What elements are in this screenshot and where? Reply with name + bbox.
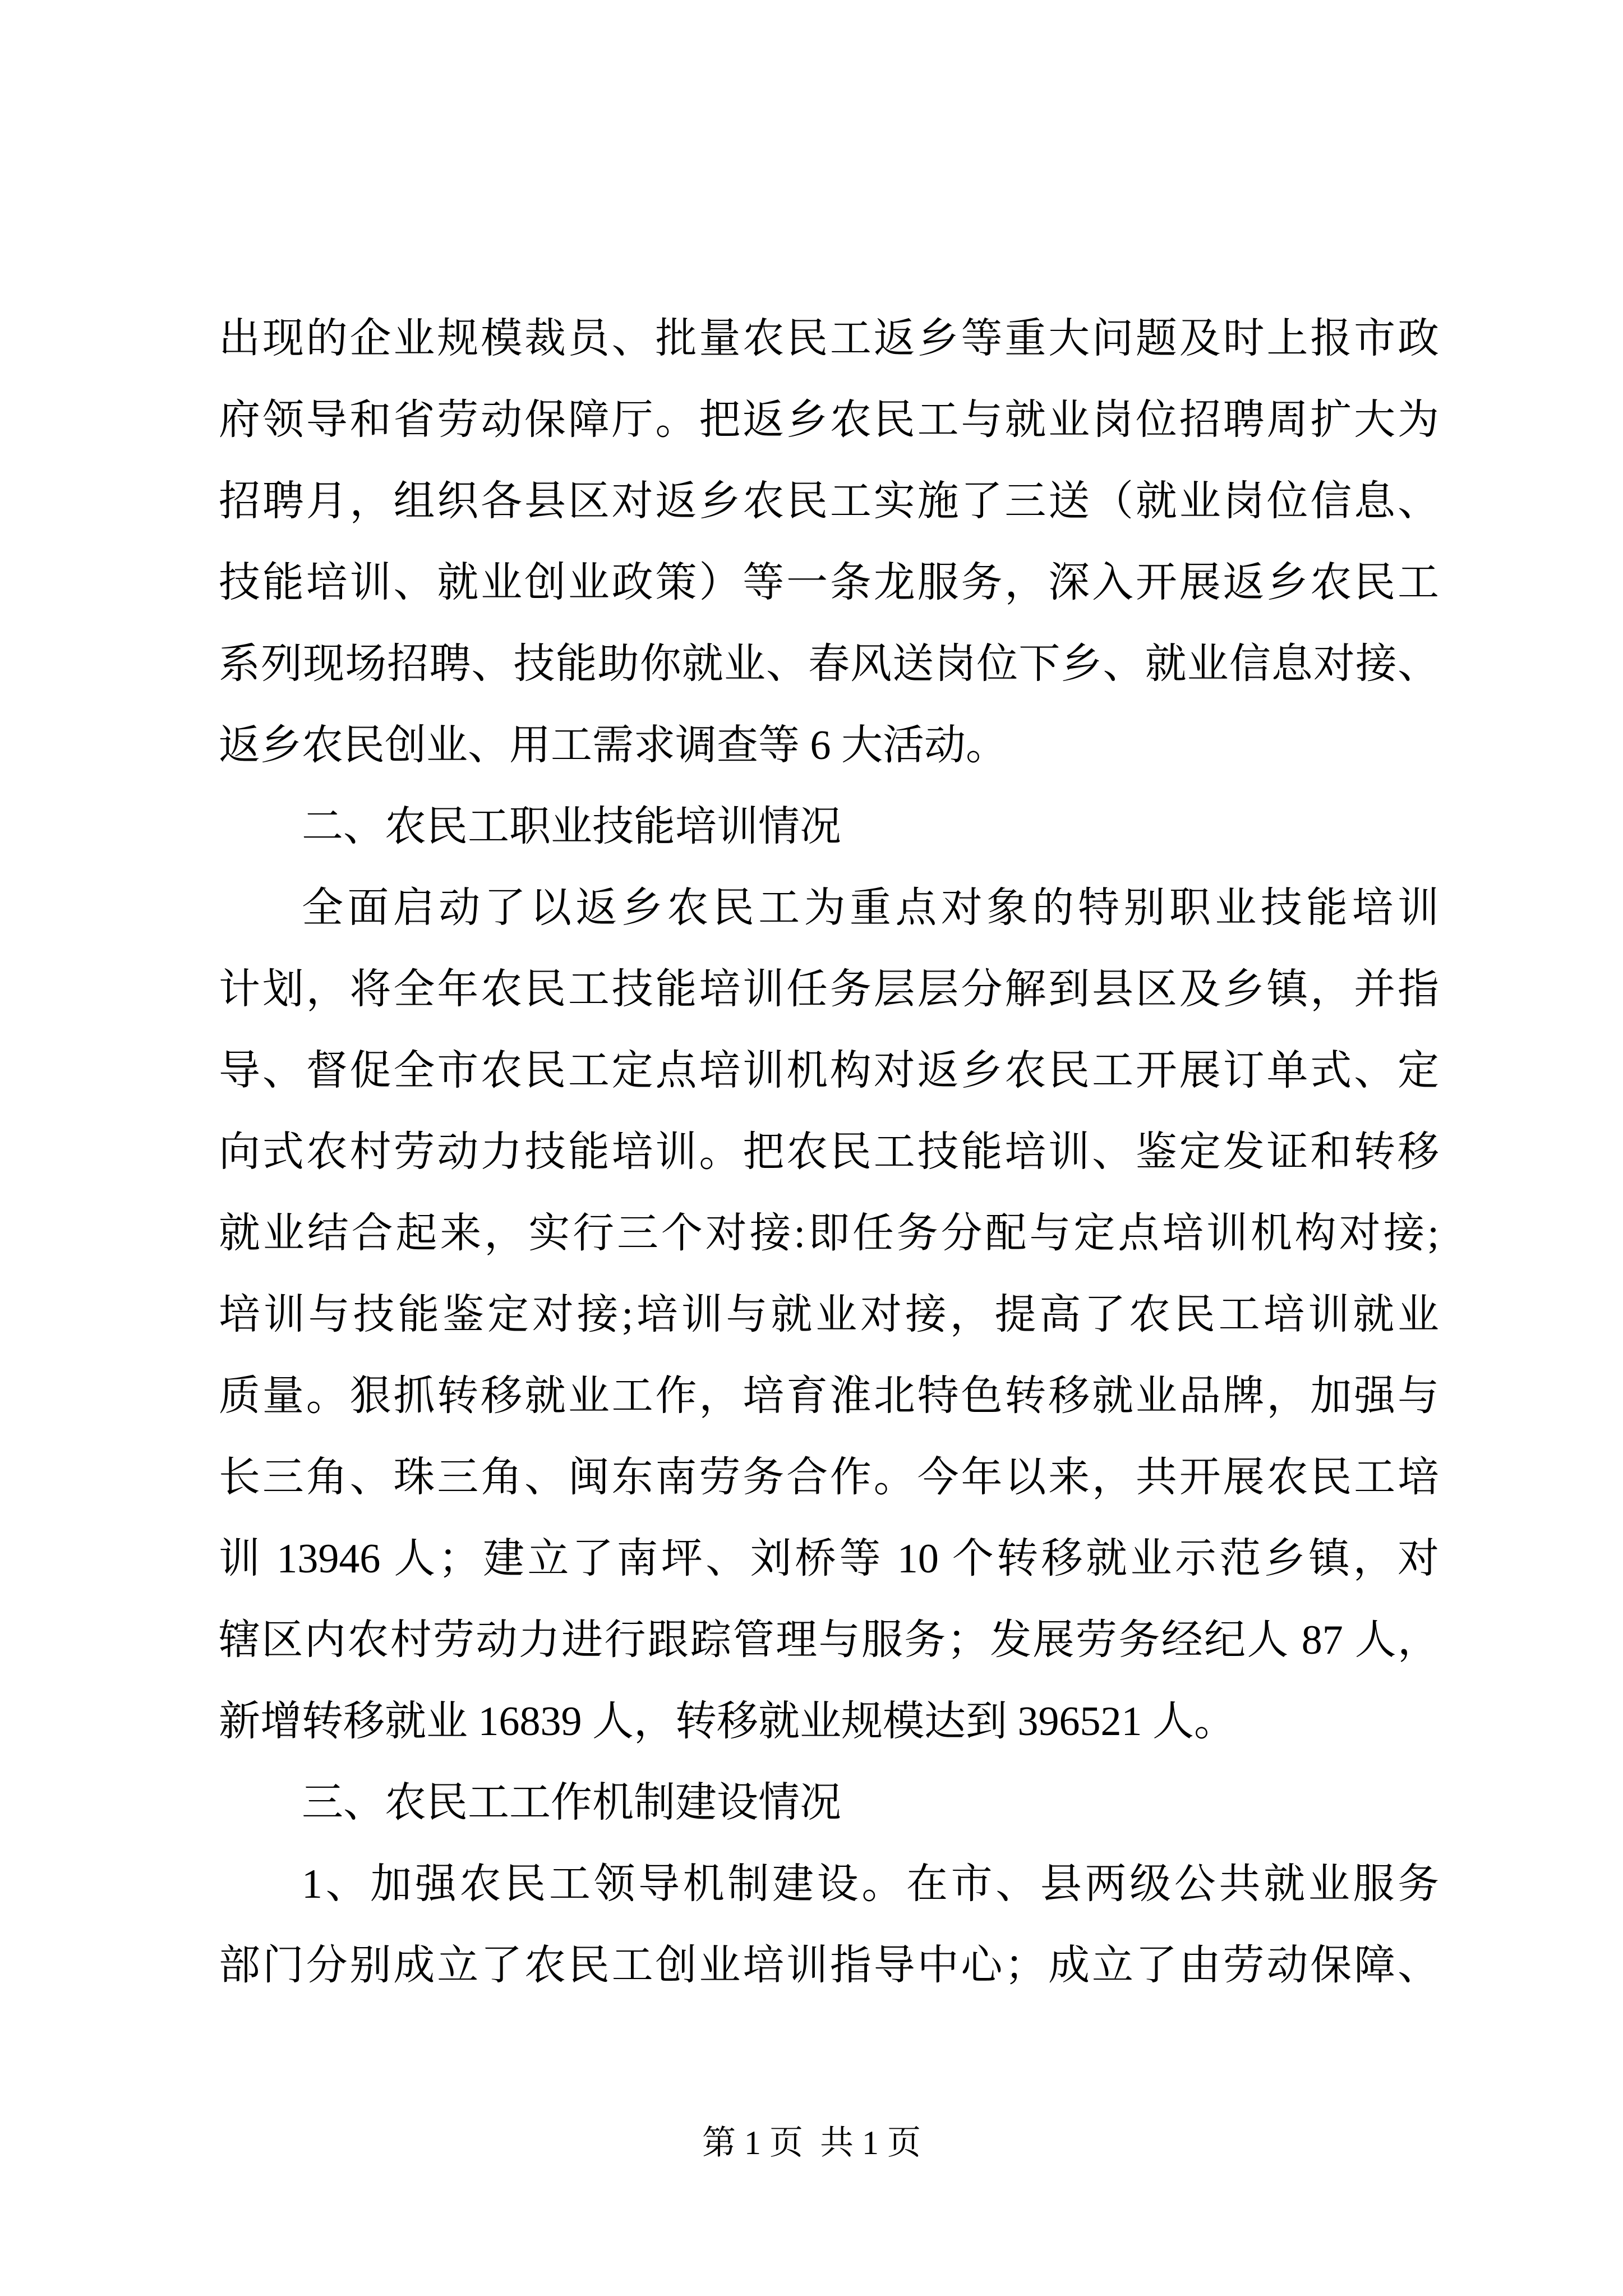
section-heading: 三、农民工工作机制建设情况 bbox=[302, 1780, 841, 1826]
text-line: 全面启动了以返乡农民工为重点对象的特别职业技能培训 bbox=[302, 885, 1439, 931]
text-line: 1、加强农民工领导机制建设。在市、县两级公共就业服务 bbox=[302, 1861, 1439, 1907]
text-line: 返乡农民创业、用工需求调查等 6 大活动。 bbox=[219, 723, 1007, 769]
text-line: 出现的企业规模裁员、批量农民工返乡等重大问题及时上报市政 bbox=[219, 316, 1439, 362]
document-body bbox=[219, 298, 1439, 2007]
text-line: 培训与技能鉴定对接;培训与就业对接，提高了农民工培训就业 bbox=[219, 1292, 1439, 1338]
text-line: 部门分别成立了农民工创业培训指导中心；成立了由劳动保障、 bbox=[219, 1943, 1439, 1989]
text-line: 计划，将全年农民工技能培训任务层层分解到县区及乡镇，并指 bbox=[219, 967, 1439, 1013]
text-line: 技能培训、就业创业政策）等一条龙服务，深入开展返乡农民工 bbox=[219, 560, 1439, 606]
section-heading: 二、农民工职业技能培训情况 bbox=[302, 804, 841, 850]
text-line: 训 13946 人；建立了南坪、刘桥等 10 个转移就业示范乡镇，对 bbox=[219, 1536, 1439, 1582]
text-line: 系列现场招聘、技能助你就业、春风送岗位下乡、就业信息对接、 bbox=[219, 641, 1439, 687]
text-line: 长三角、珠三角、闽东南劳务合作。今年以来，共开展农民工培 bbox=[219, 1455, 1439, 1501]
text-line: 就业结合起来，实行三个对接:即任务分配与定点培训机构对接; bbox=[219, 1211, 1439, 1257]
text-line: 向式农村劳动力技能培训。把农民工技能培训、鉴定发证和转移 bbox=[219, 1129, 1439, 1175]
text-line: 辖区内农村劳动力进行跟踪管理与服务；发展劳务经纪人 87 人， bbox=[219, 1617, 1439, 1663]
text-line: 新增转移就业 16839 人，转移就业规模达到 396521 人。 bbox=[219, 1699, 1235, 1745]
text-line: 府领导和省劳动保障厅。把返乡农民工与就业岗位招聘周扩大为 bbox=[219, 397, 1439, 443]
text-line: 招聘月，组织各县区对返乡农民工实施了三送（就业岗位信息、 bbox=[219, 478, 1439, 524]
page-footer: 第 1 页 共 1 页 bbox=[702, 2124, 921, 2161]
text-line: 导、督促全市农民工定点培训机构对返乡农民工开展订单式、定 bbox=[219, 1048, 1439, 1094]
text-line: 质量。狠抓转移就业工作，培育淮北特色转移就业品牌，加强与 bbox=[219, 1373, 1439, 1419]
